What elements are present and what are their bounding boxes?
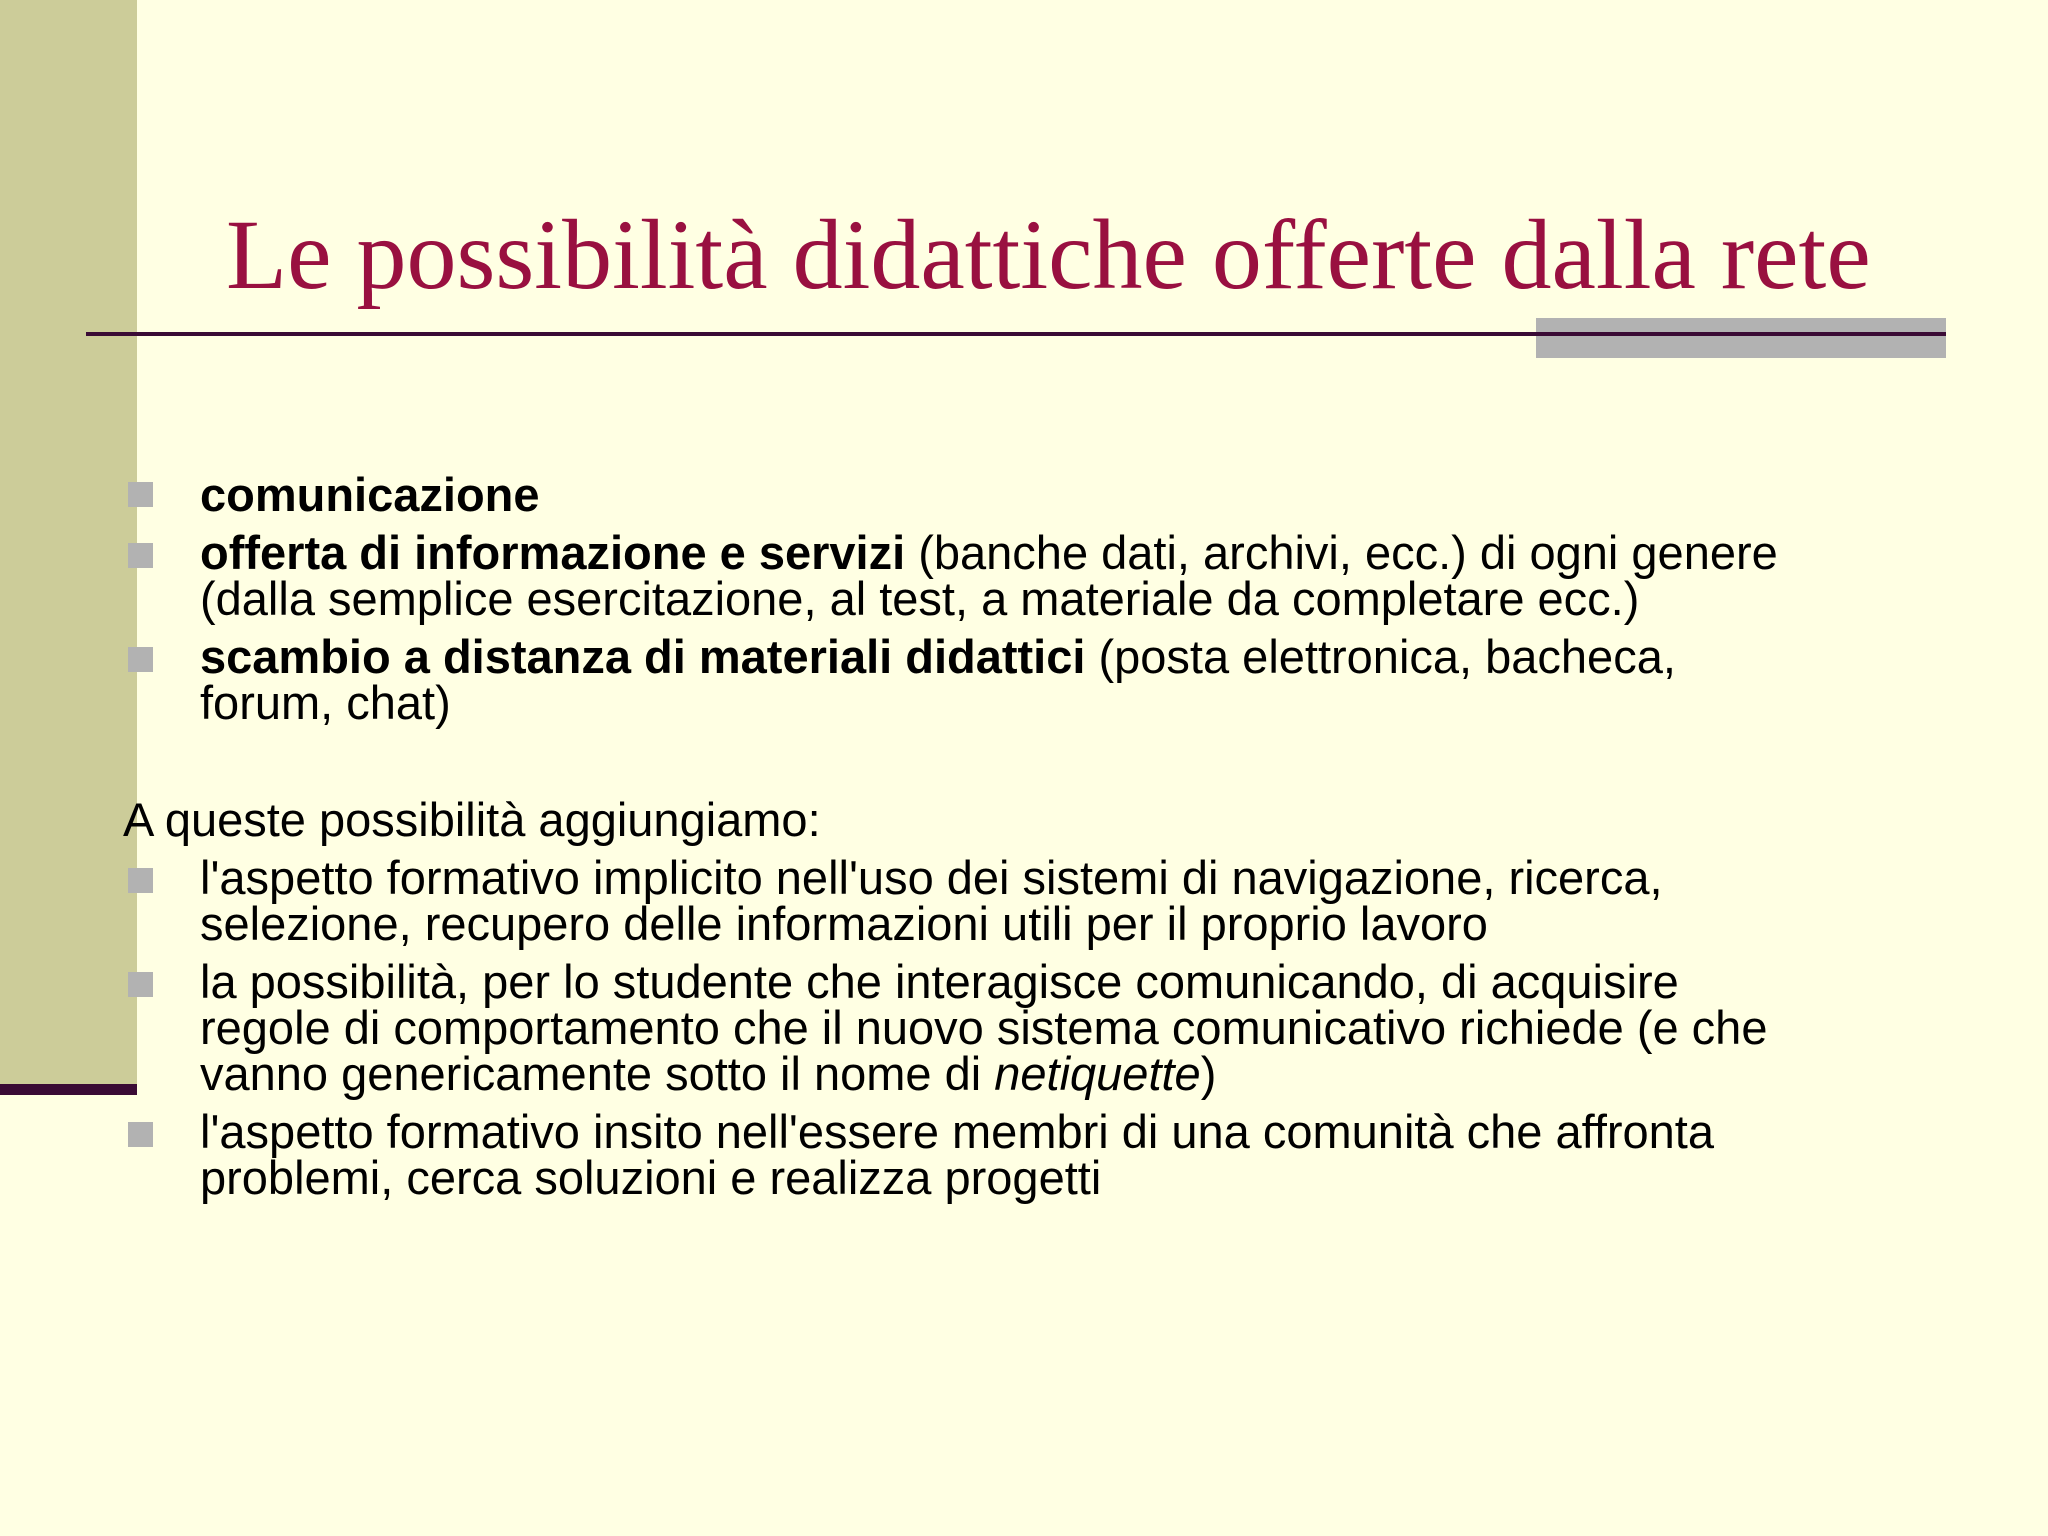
list-item [200,468,1960,521]
list-item-text: (banche dati, archivi, ecc.) di ogni genere [905,526,1778,579]
left-decorative-band [0,0,137,1084]
list-item-line: regole di comportamento che il nuovo sistema comunicativo richiede (e che [200,1001,1768,1054]
list-item [200,1105,1960,1204]
list-item-text: ) [1200,1047,1217,1100]
list-item-text: (posta elettronica, bacheca, [1085,630,1676,683]
list-item [200,851,1960,950]
slide-title: Le possibilità didattiche offerte dalla rete [226,199,1871,310]
list-item-line: l'aspetto formativo implicito nell'uso dei sistemi di navigazione, ricerca, [200,851,1663,904]
list-item-line: selezione, recupero delle informazioni utili per il proprio lavoro [200,897,1488,950]
square-bullet-icon [128,868,153,893]
intro-text: A queste possibilità aggiungiamo: [123,793,821,846]
list-item-line [200,468,1960,521]
title-rule-accent [1536,318,1946,358]
list-item-line: forum, chat) [200,676,451,729]
list-item-line: l'aspetto formativo insito nell'essere membri di una comunità che affronta [200,1105,1715,1158]
netiquette-term: netiquette [994,1047,1201,1100]
list-item-line: (dalla semplice esercitazione, al test, a materiale da completare ecc.) [200,572,1640,625]
left-band-base-rule [0,1084,137,1095]
square-bullet-icon [128,972,153,997]
title-rule-accent-line [1536,332,1946,336]
square-bullet-icon [128,647,153,672]
list-item-bold-text: offerta di informazione e servizi [200,526,906,579]
list-item-line [200,526,1960,579]
list-item [200,630,1960,729]
list-item [200,526,1960,625]
list-item-line [200,1047,1960,1100]
square-bullet-icon [128,482,153,507]
list-item-line: la possibilità, per lo studente che interagisce comunicando, di acquisire [200,955,1679,1008]
list-item-line: problemi, cerca soluzioni e realizza progetti [200,1151,1102,1204]
list-item-bold-text: scambio a distanza di materiali didattici [200,630,1086,683]
list-item-bold-text: comunicazione [200,468,540,521]
list-item-text: vanno genericamente sotto il nome di [200,1047,995,1100]
list-item [200,955,1960,1100]
square-bullet-icon [128,543,153,568]
square-bullet-icon [128,1122,153,1147]
list-item-line [200,630,1960,683]
